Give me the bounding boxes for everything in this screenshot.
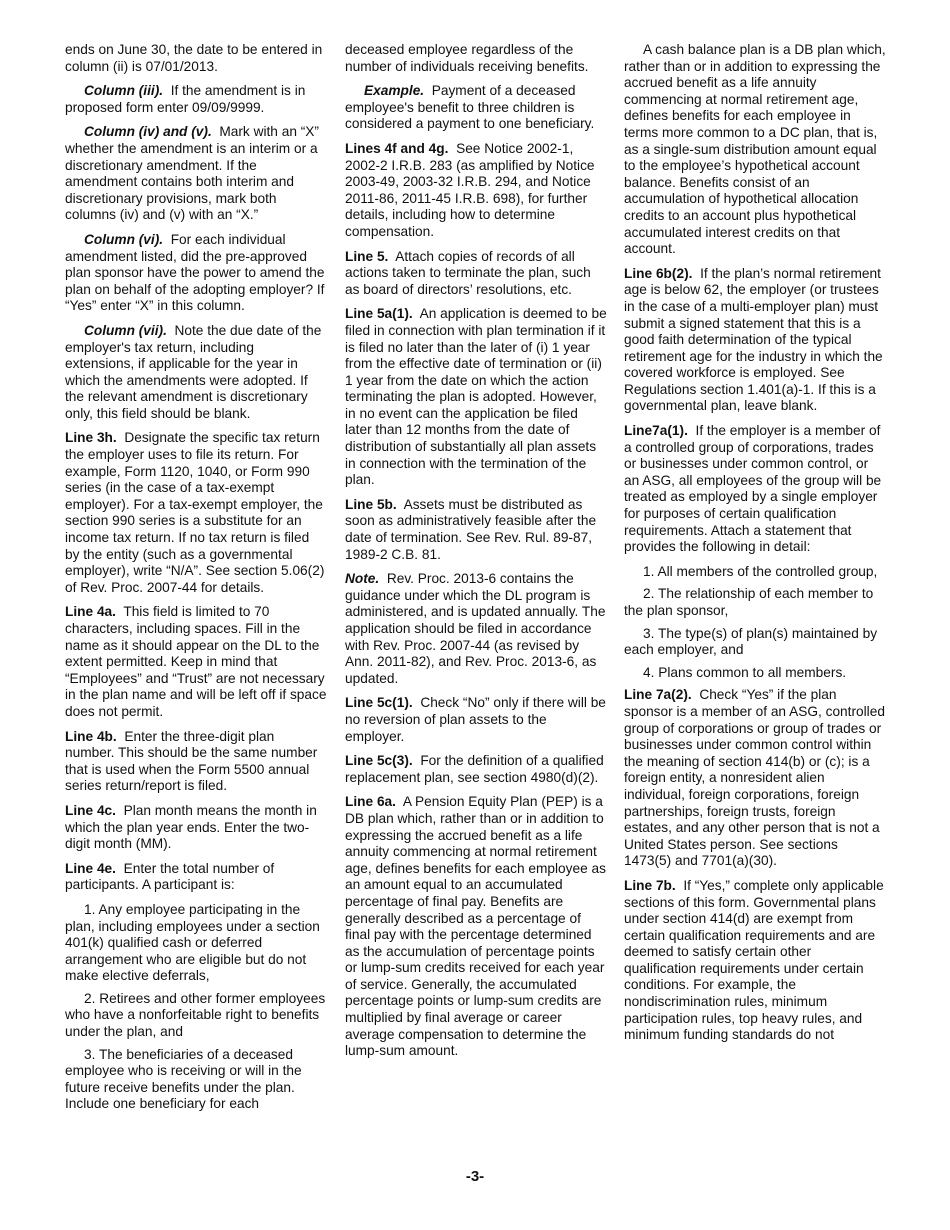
heading: Column (vii). bbox=[84, 322, 167, 338]
column-iii-paragraph bbox=[65, 83, 327, 116]
paragraph: ends on June 30, the date to be entered in column (ii) is 07/01/2013. bbox=[65, 42, 323, 74]
list-item: 3. The beneficiaries of a deceased employee who is receiving or will in the future receive benefits under the plan. Include one beneficiary for each bbox=[65, 1046, 302, 1112]
line-7b-paragraph bbox=[624, 878, 886, 1044]
body-text: If “Yes,” complete only applicable sections of this form. Governmental plans under section 414(d) are exempt from certain qualification requirements and are deemed to satisfy certain other qualification requirements under certain conditions. For example, the nondiscrimination rules, minimum participation rules, top heavy rules, and minimum funding standards do not bbox=[624, 877, 884, 1043]
body-text: A Pension Equity Plan (PEP) is a DB plan which, rather than or in addition to expressing the accrued benefit as a life annuity commencing at normal retirement age, defines benefits for each employee as an amount equal to an accumulated percentage of final pay. Benefits are generally described as a percentage of final pay with the percentage determined as the accumulation of percentage points or lump-sum credits received for each year of service. Generally, the accumulated percentage points or lump-sum credits are multiplied by final average or career average compensation to determine the lump-sum amount. bbox=[345, 794, 606, 1059]
heading: Column (iii). bbox=[84, 83, 164, 99]
line-5c3-paragraph bbox=[345, 753, 607, 786]
body-text: Note the due date of the employer's tax return, including extensions, if applicable for the year in which the amendments were adopted. If the relevant amendment is discretionary only, this field should be blank. bbox=[65, 322, 322, 421]
column-iv-v-paragraph bbox=[65, 124, 327, 224]
list-item: 4. Plans common to all members. bbox=[643, 664, 847, 680]
body-text: If the amendment is in proposed form enter 09/09/9999. bbox=[65, 83, 306, 115]
lines-4f-4g-paragraph bbox=[345, 141, 607, 241]
column-vii-paragraph bbox=[65, 323, 327, 423]
line-4e-paragraph bbox=[65, 861, 327, 894]
column-left bbox=[65, 42, 327, 1119]
body-text: See Notice 2002-1, 2002-2 I.R.B. 283 (as amplified by Notice 2003-49, 2003-32 I.R.B. 294, and Notice 2011-86, 2011-45 I.R.B. 698), for further details, including how to determine compensation. bbox=[345, 140, 595, 239]
line-4b-paragraph bbox=[65, 729, 327, 795]
column-vi-paragraph bbox=[65, 232, 327, 315]
heading: Lines 4f and 4g. bbox=[345, 140, 449, 156]
heading: Line 4c. bbox=[65, 802, 116, 818]
body-text: If the plan’s normal retirement age is below 62, the employer (or trustees in the case of a multi-employer plan) must submit a signed statement that this is a good faith determination of the typical retirement age for the industry in which the covered workforce is employed. See Regulations section 1.401(a)-1. If this is a governmental plan, leave blank. bbox=[624, 265, 883, 414]
line-5b-paragraph bbox=[345, 497, 607, 563]
heading: Line 5. bbox=[345, 248, 389, 264]
body-text: Enter the three-digit plan number. This should be the same number that is used when the Form 5500 annual series return/report is filed. bbox=[65, 728, 318, 794]
line-4a-paragraph bbox=[65, 604, 327, 720]
heading: Line 4b. bbox=[65, 728, 117, 744]
heading: Line 4a. bbox=[65, 604, 116, 620]
heading: Note. bbox=[345, 571, 380, 587]
heading: Line 6b(2). bbox=[624, 265, 693, 281]
line-6a-paragraph bbox=[345, 794, 607, 1060]
body-text: This field is limited to 70 characters, including spaces. Fill in the name as it should appear on the DL to the extent permitted. Keep in mind that “Employees” and “Trust” are not necessary in the plan name and will be left off if space does not permit. bbox=[65, 604, 327, 719]
body-text: Designate the specific tax return the employer uses to file its return. For example, Form 1120, 1040, or Form 990 series (in the case of a tax-exempt employer). For a tax-exempt employer, the section 990 series is a substitute for an income tax return. If no tax return is filed by the entity (such as a governmental employer), write “N/A”. See section 5.06(2) of Rev. Proc. 2007-44 for details. bbox=[65, 430, 325, 595]
line-5-paragraph bbox=[345, 249, 607, 299]
line-3h-paragraph bbox=[65, 430, 327, 596]
list-item: 2. Retirees and other former employees who have a nonforfeitable right to benefits under the plan, and bbox=[65, 990, 326, 1040]
paragraph: A cash balance plan is a DB plan which, rather than or in addition to expressing the accrued benefit as a life annuity commencing at normal retirement age, defines benefits for each employee in terms more common to a DC plan, that is, as a single-sum distribution amount equal to the employee’s hypothetical account balance. Benefits consist of an accumulation of hypothetical allocation credits to an account plus hypothetical accumulated interest credits on that account. bbox=[624, 42, 886, 257]
heading: Column (iv) and (v). bbox=[84, 124, 212, 140]
heading: Line7a(1). bbox=[624, 423, 688, 439]
heading: Line 3h. bbox=[65, 430, 117, 446]
heading: Line 5b. bbox=[345, 496, 397, 512]
heading: Column (vi). bbox=[84, 231, 164, 247]
line-7a1-paragraph bbox=[624, 423, 886, 556]
body-text: Mark with an “X” whether the amendment is an interim or a discretionary amendment. If the amendment contains both interim and discretionary provisions, mark both columns (iv) and (v) with an “X.” bbox=[65, 124, 319, 223]
list-item: 1. All members of the controlled group, bbox=[643, 563, 878, 579]
body-text: For the definition of a qualified replacement plan, see section 4980(d)(2). bbox=[345, 753, 604, 785]
line-5a1-paragraph bbox=[345, 306, 607, 489]
page-number: -3- bbox=[465, 1168, 485, 1185]
note-paragraph bbox=[345, 571, 607, 687]
heading: Line 5c(3). bbox=[345, 753, 413, 769]
column-middle bbox=[345, 42, 607, 1068]
column-right bbox=[624, 42, 886, 1052]
body-text: Enter the total number of participants. A participant is: bbox=[65, 860, 275, 893]
body-text: Assets must be distributed as soon as administratively feasible after the date of termination. See Rev. Rul. 89-87, 1989-2 C.B. 81. bbox=[345, 496, 597, 562]
line-6b2-paragraph bbox=[624, 266, 886, 415]
line-7a2-paragraph bbox=[624, 687, 886, 870]
heading: Example. bbox=[364, 83, 425, 99]
line-4c-paragraph bbox=[65, 803, 327, 853]
heading: Line 7a(2). bbox=[624, 687, 692, 703]
heading: Line 5c(1). bbox=[345, 695, 413, 711]
list-item: 3. The type(s) of plan(s) maintained by each employer, and bbox=[624, 625, 878, 658]
paragraph: deceased employee regardless of the number of individuals receiving benefits. bbox=[345, 42, 589, 74]
list-item: 1. Any employee participating in the plan, including employees under a section 401(k) qualified cash or deferred arrangement who are eligible but do not make elective deferrals, bbox=[65, 901, 320, 984]
body-text: Payment of a deceased employee's benefit to three children is considered a payment to one beneficiary. bbox=[345, 83, 595, 132]
body-text: Attach copies of records of all actions taken to terminate the plan, such as board of directors’ resolutions, etc. bbox=[345, 248, 591, 297]
heading: Line 4e. bbox=[65, 860, 116, 876]
heading: Line 6a. bbox=[345, 794, 396, 810]
body-text: Check “No” only if there will be no reversion of plan assets to the employer. bbox=[345, 695, 606, 744]
line-5c1-paragraph bbox=[345, 695, 607, 745]
heading: Line 5a(1). bbox=[345, 306, 413, 322]
example-paragraph bbox=[345, 83, 607, 133]
list-item: 2. The relationship of each member to the plan sponsor, bbox=[624, 586, 874, 618]
heading: Line 7b. bbox=[624, 877, 676, 893]
body-text: For each individual amendment listed, did the pre-approved plan sponsor have the power to amend the plan on behalf of the adopting employer? If “Yes” enter “X” in this column. bbox=[65, 231, 325, 314]
body-text: Plan month means the month in which the plan year ends. Enter the two-digit month (MM). bbox=[65, 802, 317, 852]
body-text: Rev. Proc. 2013-6 contains the guidance under which the DL program is administered, and is updated annually. The application should be filed in accordance with Rev. Proc. 2007-44 (as revised by Ann. 2011-82), and Rev. Proc. 2013-6, as updated. bbox=[345, 571, 606, 686]
body-text: An application is deemed to be filed in connection with plan termination if it is filed no later than the later of (i) 1 year from the effective date of termination or (ii) 1 year from the date on which the action terminating the plan is adopted. However, in no event can the application be filed later than 12 months from the date of distribution of substantially all plan assets in connection with the termination of the plan. bbox=[345, 306, 607, 488]
body-text: If the employer is a member of a controlled group of corporations, trades or businesses under common control, or an ASG, all employees of the group will be treated as employed by a single employer for purposes of certain qualification requirements. Attach a statement that provides the following in detail: bbox=[624, 423, 882, 555]
body-text: Check “Yes” if the plan sponsor is a member of an ASG, controlled group of corporations or group of trades or businesses under common control within the meaning of section 414(b) or (c); is a foreign entity, a nonresident alien individual, foreign corporations, foreign partnerships, foreign trusts, foreign estates, and any other person that is not a United States person. See sections 1473(5) and 7701(a)(30). bbox=[624, 687, 885, 869]
